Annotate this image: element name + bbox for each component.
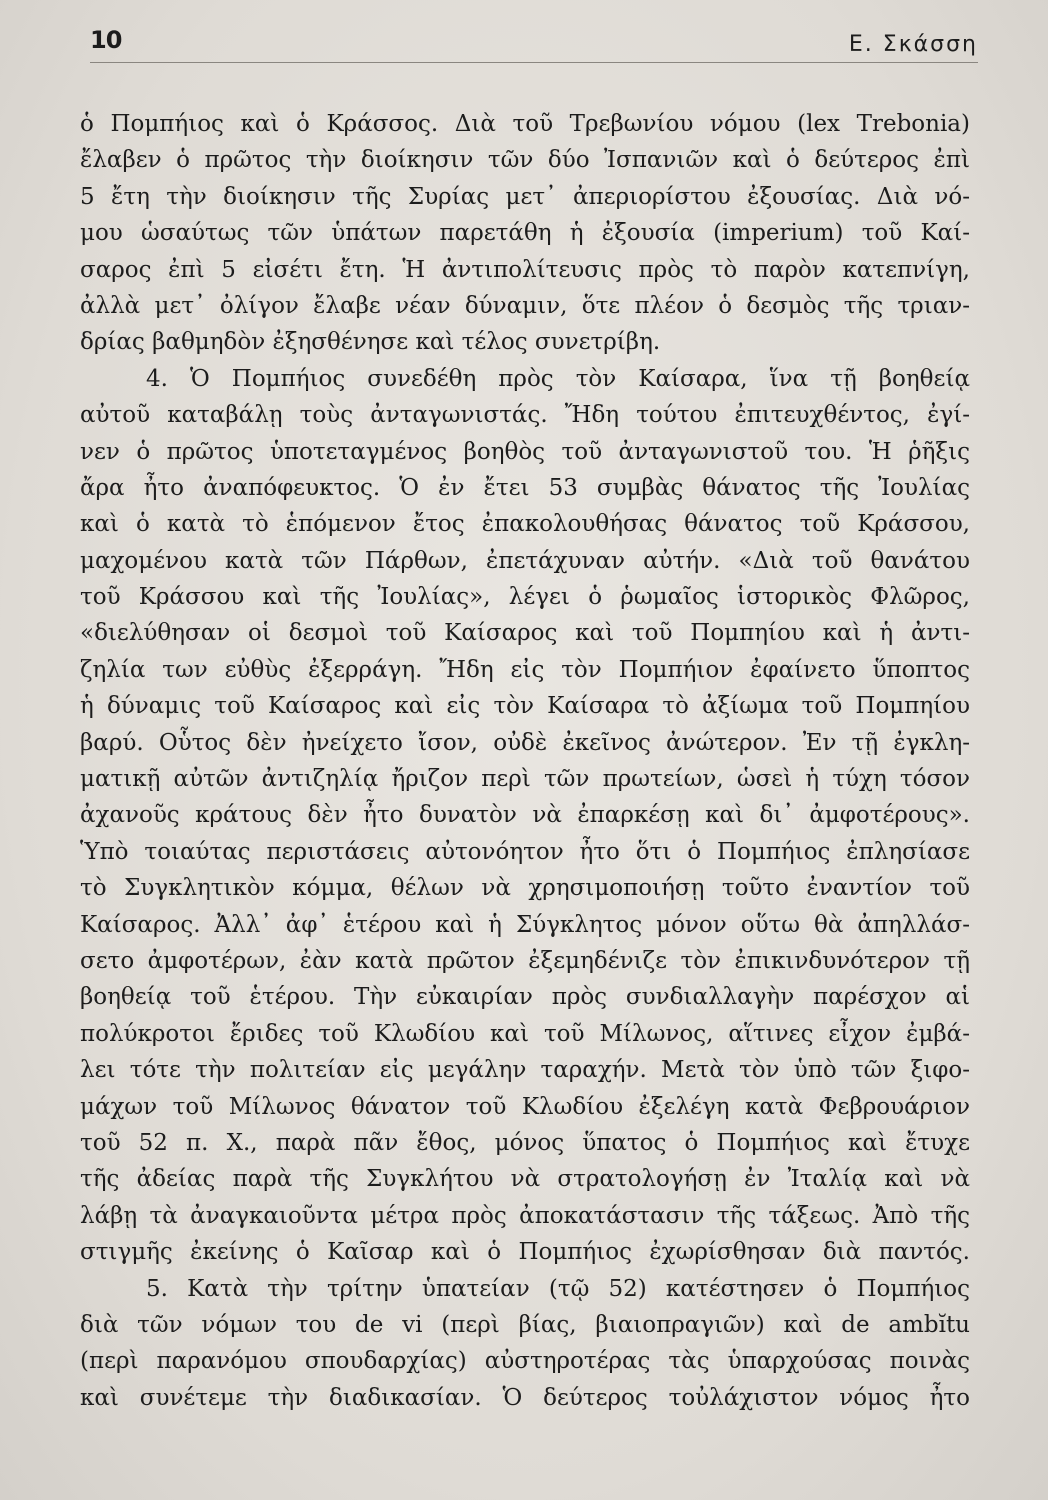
text-line: (περὶ παρανόμου σπουδαρχίας) αὐστηροτέρας τὰς ὑπαρχούσας ποινὰς — [80, 1348, 970, 1375]
text-line: ὁ Πομπήιος καὶ ὁ Κράσσος. Διὰ τοῦ Τρεβωνίου νόμου (lex Trebonia) — [80, 111, 970, 137]
paragraph-start-line: 5. Κατὰ τὴν τρίτην ὑπατείαν (τῷ 52) κατέστησεν ὁ Πομπήιος — [146, 1275, 970, 1302]
text-line: μάχων τοῦ Μίλωνος θάνατον τοῦ Κλωδίου ἐξελέγη κατὰ Φεβρουάριον — [80, 1093, 970, 1120]
text-line: τὸ Συγκλητικὸν κόμμα, θέλων νὰ χρησιμοποιήσῃ τοῦτο ἐναντίον τοῦ — [80, 875, 970, 902]
running-head: Ε. Σκάσση — [848, 32, 978, 57]
text-line: ἀλλὰ μετ᾽ ὀλίγον ἔλαβε νέαν δύναμιν, ὅτε πλέον ὁ δεσμὸς τῆς τριαν- — [80, 292, 970, 319]
text-line: μαχομένου κατὰ τῶν Πάρθων, ἐπετάχυναν αὐτήν. «Διὰ τοῦ θανάτου — [80, 547, 970, 574]
text-line: ζηλία των εὐθὺς ἐξερράγη. Ἤδη εἰς τὸν Πομπήιον ἐφαίνετο ὕποπτος — [80, 656, 970, 683]
text-line: ἡ δύναμις τοῦ Καίσαρος καὶ εἰς τὸν Καίσαρα τὸ ἀξίωμα τοῦ Πομπηίου — [80, 693, 970, 720]
body-text — [80, 106, 970, 1416]
text-line: ἔλαβεν ὁ πρῶτος τὴν διοίκησιν τῶν δύο Ἰσπανιῶν καὶ ὁ δεύτερος ἐπὶ — [80, 147, 970, 174]
text-line: τοῦ Κράσσου καὶ τῆς Ἰουλίας», λέγει ὁ ῥωμαῖος ἱστορικὸς Φλῶρος, — [80, 584, 970, 611]
text-line: σετο ἀμφοτέρων, ἐὰν κατὰ πρῶτον ἐξεμηδένιζε τὸν ἐπικινδυνότερον τῇ — [80, 947, 970, 974]
text-line: πολύκροτοι ἔριδες τοῦ Κλωδίου καὶ τοῦ Μίλωνος, αἵτινες εἶχον ἐμβά- — [80, 1020, 970, 1047]
text-line: καὶ συνέτεμε τὴν διαδικασίαν. Ὁ δεύτερος τοὐλάχιστον νόμος ἦτο — [80, 1384, 970, 1411]
text-line: λει τότε τὴν πολιτείαν εἰς μεγάλην ταραχήν. Μετὰ τὸν ὑπὸ τῶν ξιφο- — [80, 1057, 970, 1084]
text-line: διὰ τῶν νόμων του de vi (περὶ βίας, βιαιοπραγιῶν) καὶ de ambĭtu — [80, 1311, 970, 1338]
text-line: καὶ ὁ κατὰ τὸ ἑπόμενον ἔτος ἐπακολουθήσας θάνατος τοῦ Κράσσου, — [80, 511, 970, 538]
text-line: νεν ὁ πρῶτος ὑποτεταγμένος βοηθὸς τοῦ ἀνταγωνιστοῦ του. Ἡ ῥῆξις — [80, 438, 970, 465]
text-line: τοῦ 52 π. Χ., παρὰ πᾶν ἔθος, μόνος ὕπατος ὁ Πομπήιος καὶ ἔτυχε — [80, 1129, 970, 1156]
text-line: 5 ἔτη τὴν διοίκησιν τῆς Συρίας μετ᾽ ἀπεριορίστου ἐξουσίας. Διὰ νό- — [80, 183, 970, 210]
paragraph-end-line: στιγμῆς ἐκείνης ὁ Καῖσαρ καὶ ὁ Πομπήιος ἐχωρίσθησαν διὰ παντός. — [80, 1239, 970, 1266]
text-line: τῆς ἀδείας παρὰ τῆς Συγκλήτου νὰ στρατολογήσῃ ἐν Ἰταλίᾳ καὶ νὰ — [80, 1166, 970, 1193]
text-line: βοηθείᾳ τοῦ ἑτέρου. Τὴν εὐκαιρίαν πρὸς συνδιαλλαγὴν παρέσχον αἱ — [80, 984, 970, 1011]
page-header — [90, 22, 978, 63]
text-line: αὐτοῦ καταβάλῃ τοὺς ἀνταγωνιστάς. Ἤδη τούτου ἐπιτευχθέντος, ἐγί- — [80, 402, 970, 429]
text-line: βαρύ. Οὗτος δὲν ἠνείχετο ἴσον, οὐδὲ ἐκεῖνος ἀνώτερον. Ἐν τῇ ἐγκλη- — [80, 729, 970, 756]
text-line: ἀχανοῦς κράτους δὲν ἦτο δυνατὸν νὰ ἐπαρκέσῃ καὶ δι᾽ ἀμφοτέρους». — [80, 802, 970, 829]
paragraph-start-line: 4. Ὁ Πομπήιος συνεδέθη πρὸς τὸν Καίσαρα, ἵνα τῇ βοηθείᾳ — [146, 365, 970, 392]
paragraph-end-line: δρίας βαθμηδὸν ἐξησθένησε καὶ τέλος συνετρίβη. — [80, 329, 661, 356]
text-line: Ὑπὸ τοιαύτας περιστάσεις αὐτονόητον ἦτο ὅτι ὁ Πομπήιος ἐπλησίασε — [80, 838, 970, 865]
text-line: σαρος ἐπὶ 5 εἰσέτι ἔτη. Ἡ ἀντιπολίτευσις πρὸς τὸ παρὸν κατεπνίγη, — [80, 256, 970, 283]
text-line: μου ὡσαύτως τῶν ὑπάτων παρετάθη ἡ ἐξουσία (imperium) τοῦ Καί- — [80, 220, 970, 247]
page-number: 10 — [90, 26, 122, 54]
text-line: ματικῇ αὐτῶν ἀντιζηλίᾳ ἤριζον περὶ τῶν πρωτείων, ὡσεὶ ἡ τύχη τόσον — [80, 766, 970, 793]
text-line: Καίσαρος. Ἀλλ᾽ ἀφ᾽ ἑτέρου καὶ ἡ Σύγκλητος μόνον οὕτω θὰ ἀπηλλάσ- — [80, 911, 970, 938]
text-line: ἄρα ἦτο ἀναπόφευκτος. Ὁ ἐν ἔτει 53 συμβὰς θάνατος τῆς Ἰουλίας — [80, 474, 970, 501]
text-line: «διελύθησαν οἱ δεσμοὶ τοῦ Καίσαρος καὶ τοῦ Πομπηίου καὶ ἡ ἀντι- — [80, 620, 970, 647]
text-line: λάβῃ τὰ ἀναγκαιοῦντα μέτρα πρὸς ἀποκατάστασιν τῆς τάξεως. Ἀπὸ τῆς — [80, 1202, 970, 1229]
